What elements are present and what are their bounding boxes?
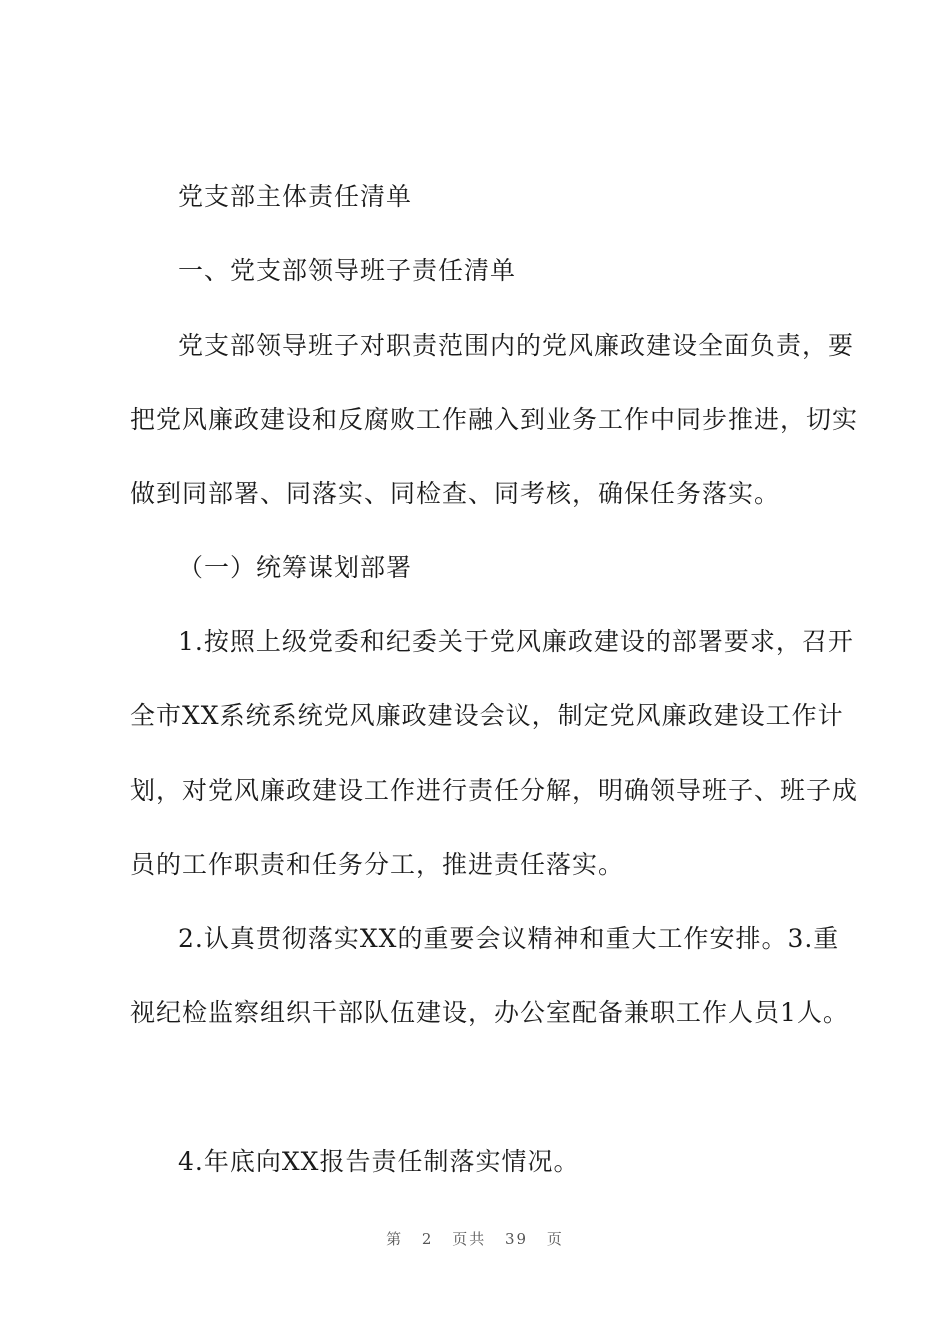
section-heading: 一、党支部领导班子责任清单 <box>178 256 517 285</box>
intro-line-3: 做到同部署、同落实、同检查、同考核，确保任务落实。 <box>130 479 781 508</box>
subsection-heading: （一）统筹谋划部署 <box>178 553 413 582</box>
item1-line-1: 1.按照上级党委和纪委关于党风廉政建设的部署要求，召开 <box>178 627 854 656</box>
footer-prefix: 第 <box>386 1230 404 1248</box>
footer-middle: 页共 <box>452 1230 487 1248</box>
page-footer <box>0 1228 950 1249</box>
item1-line-3: 划，对党风廉政建设工作进行责任分解，明确领导班子、班子成 <box>130 776 859 805</box>
document-title: 党支部主体责任清单 <box>178 182 413 211</box>
item4-line: 4.年底向XX报告责任制落实情况。 <box>178 1147 580 1176</box>
intro-line-2: 把党风廉政建设和反腐败工作融入到业务工作中同步推进，切实 <box>130 405 859 434</box>
footer-current-page: 2 <box>421 1230 434 1248</box>
item1-line-4: 员的工作职责和任务分工，推进责任落实。 <box>130 850 625 879</box>
intro-line-1: 党支部领导班子对职责范围内的党风廉政建设全面负责，要 <box>178 331 855 360</box>
item2-line-2: 视纪检监察组织干部队伍建设，办公室配备兼职工作人员1人。 <box>130 998 849 1027</box>
item2-line-1: 2.认真贯彻落实XX的重要会议精神和重大工作安排。3.重 <box>178 924 840 953</box>
footer-suffix: 页 <box>546 1230 564 1248</box>
footer-total-pages: 39 <box>505 1230 529 1248</box>
item1-line-2: 全市XX系统系统党风廉政建设会议，制定党风廉政建设工作计 <box>130 701 844 730</box>
